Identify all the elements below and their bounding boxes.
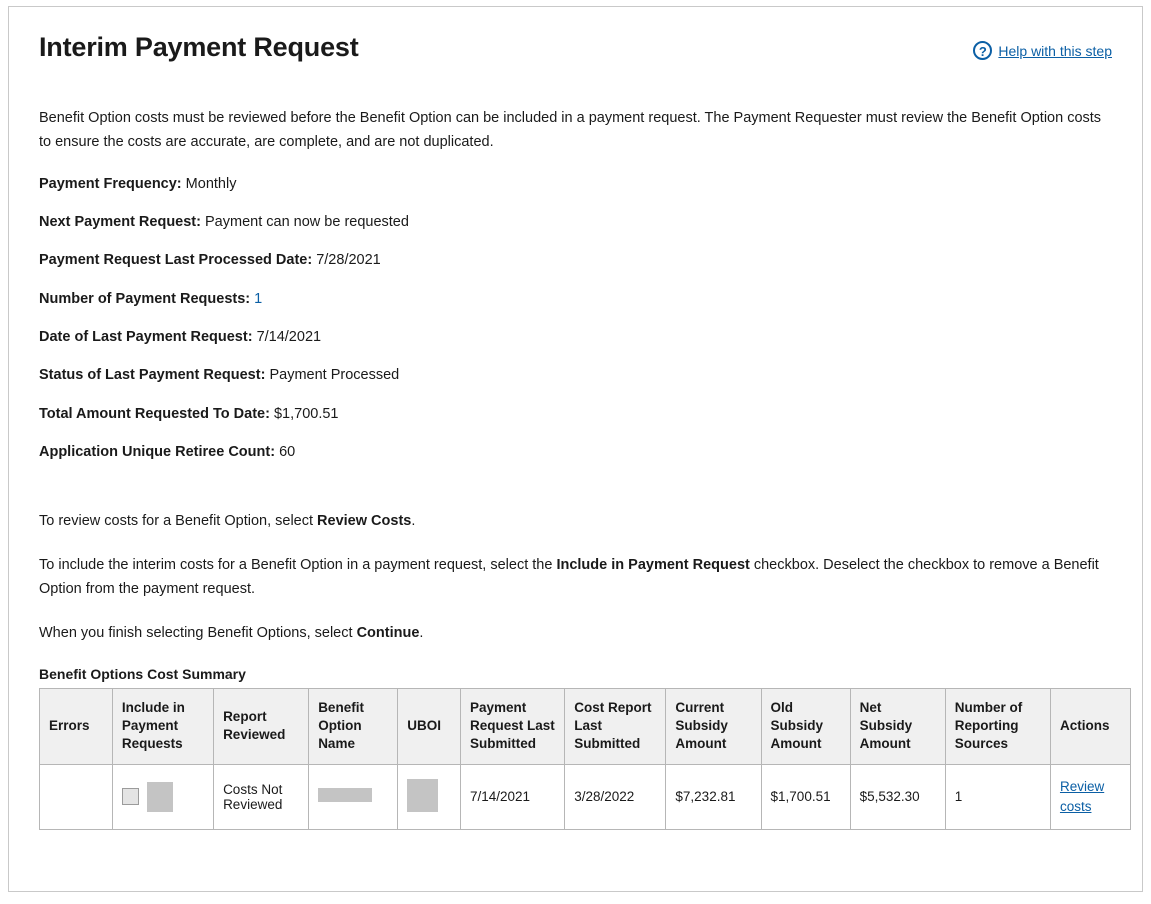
table-caption: Benefit Options Cost Summary [39, 665, 246, 682]
instruction-include-in-payment-request [39, 554, 1112, 600]
field-value: 7/14/2021 [256, 328, 322, 345]
field-value[interactable]: 1 [254, 290, 263, 307]
field-payment-request-last-processed-date [39, 250, 1112, 270]
field-label: Application Unique Retiree Count: [39, 443, 276, 460]
instructions-block [39, 510, 1112, 645]
column-header-include-in-payment-requests: Include in Payment Requests [112, 688, 213, 764]
cell-number-of-reporting-sources: 1 [945, 764, 1050, 830]
instruction-text-end: . [419, 624, 424, 641]
cell-cost-report-last-submitted: 3/28/2022 [565, 764, 666, 830]
column-header-payment-request-last-submitted: Payment Request Last Submitted [460, 688, 564, 764]
instruction-emphasis: Review Costs [317, 513, 412, 530]
redacted-block [407, 779, 438, 812]
field-value: 60 [279, 443, 296, 460]
field-value: $1,700.51 [273, 405, 339, 422]
cell-old-subsidy-amount: $1,700.51 [761, 764, 850, 830]
column-header-report-reviewed: Report Reviewed [214, 688, 309, 764]
instruction-text: When you finish selecting Benefit Options, select [39, 624, 357, 641]
instruction-emphasis: Continue [356, 624, 420, 641]
field-label: Total Amount Requested To Date: [39, 405, 270, 422]
cell-errors [40, 764, 113, 830]
instruction-text: To include the interim costs for a Benefit Option in a payment request, select the [39, 557, 557, 574]
column-header-uboi: UBOI [398, 688, 461, 764]
instruction-review-costs [39, 510, 1112, 533]
summary-fields [39, 174, 1112, 462]
field-number-of-payment-requests [39, 289, 1112, 309]
field-status-of-last-payment-request [39, 365, 1112, 385]
intro-paragraph: Benefit Option costs must be reviewed before the Benefit Option can be included in a payment request. The Payment Requester must review the Benefit Option costs to ensure the costs are accurate, are complete, and are not duplicated. [39, 110, 1102, 150]
field-total-amount-requested-to-date [39, 404, 1112, 424]
field-value: 7/28/2021 [316, 252, 381, 269]
page-title: Interim Payment Request [39, 32, 359, 62]
field-value: Monthly [185, 175, 237, 192]
field-label: Date of Last Payment Request: [39, 328, 253, 345]
column-header-actions: Actions [1050, 688, 1130, 764]
instruction-emphasis: Include in Payment Request [556, 557, 750, 574]
cell-benefit-option-name [309, 764, 398, 830]
review-costs-link[interactable]: Review costs [1059, 778, 1105, 814]
question-mark-icon: ? [973, 41, 992, 60]
field-label: Payment Frequency: [39, 175, 182, 192]
instruction-text: To review costs for a Benefit Option, select [39, 513, 318, 530]
instruction-text-end: checkbox. Deselect the checkbox to remove a Benefit Option from the payment request. [39, 557, 1099, 597]
column-header-benefit-option-name: Benefit Option Name [309, 688, 398, 764]
cell-current-subsidy-amount: $7,232.81 [666, 764, 761, 830]
redacted-block [147, 782, 173, 812]
cell-payment-request-last-submitted: 7/14/2021 [460, 764, 564, 830]
column-header-cost-report-last-submitted: Cost Report Last Submitted [565, 688, 666, 764]
column-header-old-subsidy-amount: Old Subsidy Amount [761, 688, 850, 764]
instruction-text-end: . [411, 513, 416, 530]
page-header [39, 31, 1112, 63]
field-next-payment-request [39, 212, 1112, 232]
help-with-this-step-link[interactable] [973, 41, 1112, 60]
column-header-errors: Errors [40, 688, 113, 764]
redacted-block [318, 788, 372, 802]
field-value: Payment Processed [269, 367, 400, 384]
cell-uboi [398, 764, 461, 830]
field-application-unique-retiree-count [39, 442, 1112, 462]
cell-net-subsidy-amount: $5,532.30 [850, 764, 945, 830]
field-payment-frequency [39, 174, 1112, 194]
instruction-continue [39, 622, 1112, 645]
field-label: Payment Request Last Processed Date: [39, 252, 313, 269]
benefit-options-cost-summary-table [39, 688, 1131, 830]
field-label: Status of Last Payment Request: [39, 367, 266, 384]
cell-report-reviewed: Costs Not Reviewed [214, 764, 309, 830]
content-frame [8, 6, 1143, 892]
column-header-net-subsidy-amount: Net Subsidy Amount [850, 688, 945, 764]
field-label: Number of Payment Requests: [39, 290, 251, 307]
table-row [40, 764, 1131, 830]
table-header-row [40, 688, 1131, 764]
cell-actions [1050, 764, 1130, 830]
field-date-of-last-payment-request [39, 327, 1112, 347]
field-value: Payment can now be requested [205, 214, 409, 231]
column-header-number-of-reporting-sources: Number of Reporting Sources [945, 688, 1050, 764]
cell-include-in-payment-requests [112, 764, 213, 830]
field-label: Next Payment Request: [39, 214, 201, 231]
help-link-label: Help with this step [998, 42, 1112, 59]
column-header-current-subsidy-amount: Current Subsidy Amount [666, 688, 761, 764]
include-in-payment-request-checkbox[interactable] [122, 788, 139, 805]
